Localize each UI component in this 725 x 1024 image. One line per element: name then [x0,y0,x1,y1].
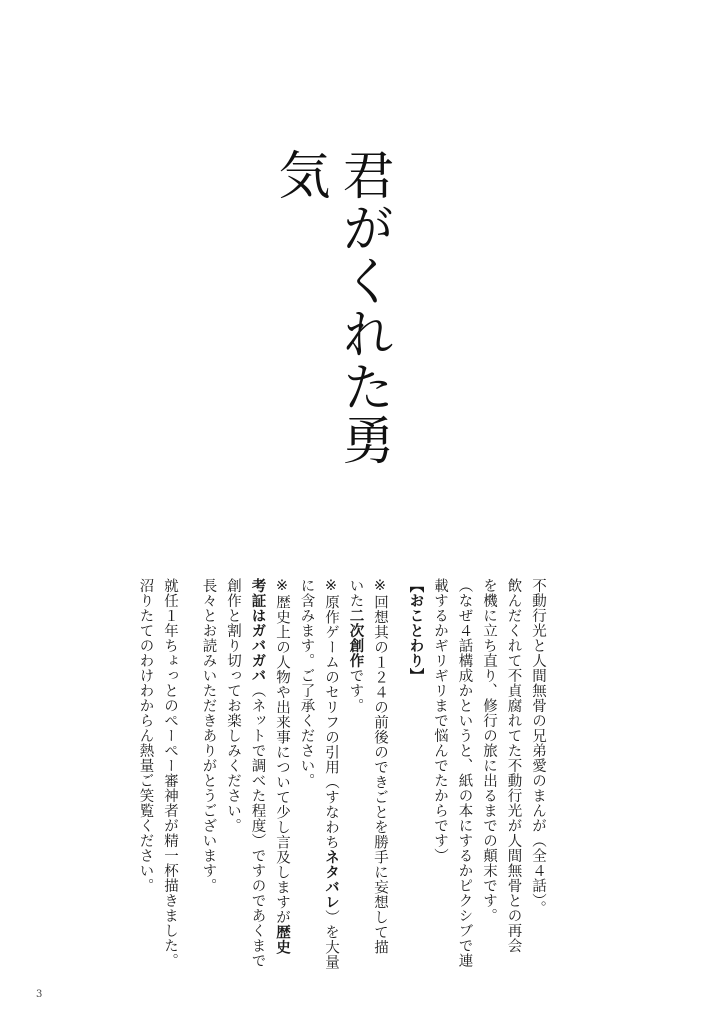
notice-line-5-part-1: ※歴史上の人物や出来事について少し言及しますが [274,578,290,925]
closing-line-3: 沼りたてのわけわからん熱量ご笑覧ください。 [137,578,154,893]
notice-line-1-text: ※回想其の１２４の前後のできごとを勝手に妄想して描 [372,578,388,955]
notice-line-2-emphasis: 二次創作 [347,608,364,668]
notice-line-4-text: に含みます。ご了承ください。 [298,578,315,788]
notice-line-2 [343,578,368,988]
notice-line-5-emphasis: 歴史 [274,924,290,955]
notice-line-6 [245,578,270,988]
page-number: 3 [36,989,43,1000]
notice-line-3-part-1: ※原作ゲームのセリフの引用（すなわち [323,578,339,850]
notice-line-6-emphasis: 考証はガバガバ [249,578,266,683]
notice-heading-text: 【おことわり】 [407,578,424,683]
closing-line-2: 就任１年ちょっとのぺーぺー審神者が精一杯描きました。 [162,578,178,968]
intro-line-1: 不動行光と人間無骨の兄弟愛のまんが（全４話）。 [530,578,546,916]
notice-line-3-emphasis: ネタバレ [323,849,339,910]
notice-line-3-part-3: ）を大量 [323,909,339,970]
notice-line-4 [294,578,319,988]
notice-line-2-part-1: いた [347,578,364,608]
notice-line-1 [368,578,393,988]
notice-line-7 [221,578,246,988]
body-text [137,578,550,988]
notice-line-2-part-3: です。 [347,668,364,713]
intro-line-3: を機に立ち直り、修行の旅に出るまでの顛末です。 [481,578,497,923]
page-title: 君がくれた勇気 [269,148,393,466]
notice-line-5 [270,578,295,988]
intro-line-4: （なぜ４話構成かというと、紙の本にするかピクシブで連 [456,578,473,968]
closing-line-1: 長々とお読みいただきありがとうございます。 [200,578,217,893]
intro-line-2: 飲んだくれて不貞腐れてた不動行光が人間無骨との再会 [505,578,522,953]
notice-line-6-part-2: （ネットで調べた程度）ですのであくまで [249,683,266,968]
notice-line-7-text: 創作と割り切ってお楽しみください。 [225,578,241,833]
notice-heading [403,578,428,988]
intro-line-5: 載するかギリギリまで悩んでたからです） [432,578,448,863]
notice-line-3 [319,578,344,988]
